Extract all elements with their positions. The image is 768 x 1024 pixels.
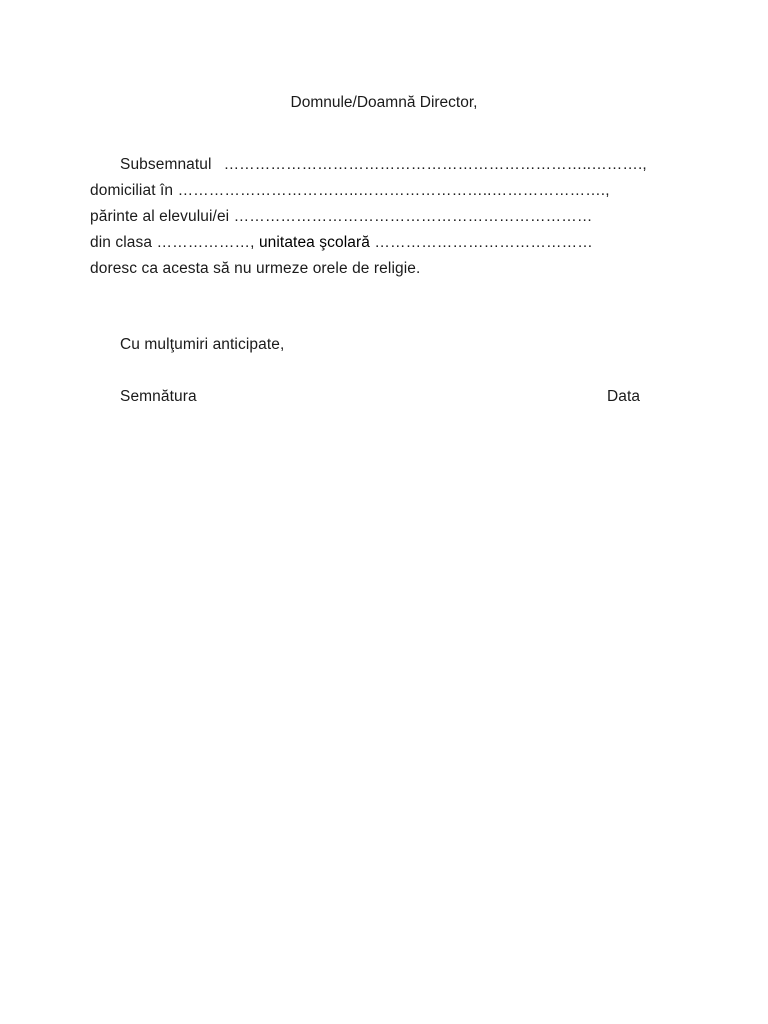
closing-text: Cu mulţumiri anticipate, xyxy=(120,336,285,353)
student-blank: …………………………………………………………… xyxy=(233,208,593,225)
date-label: Data xyxy=(607,388,641,405)
school-label: unitatea şcolară xyxy=(258,234,370,251)
address-label: domiciliat în xyxy=(90,182,174,199)
body-line-request: doresc ca acesta să nu urmeze orele de religie. xyxy=(90,260,421,277)
body-line-address xyxy=(90,182,610,200)
salutation: Domnule/Doamnă Director, xyxy=(290,94,478,111)
body-line-name xyxy=(120,156,647,174)
school-blank: …………………………………… xyxy=(374,234,593,251)
class-label: din clasa xyxy=(90,234,153,251)
name-blank: ……………………………………………………………..………., xyxy=(223,156,647,173)
body-line-class-school xyxy=(90,234,593,252)
name-label: Subsemnatul xyxy=(120,156,212,173)
student-label: părinte al elevului/ei xyxy=(90,208,230,225)
address-blank: ……………………………..……………………..…………………., xyxy=(177,182,610,199)
signature-label: Semnătura xyxy=(120,388,197,405)
class-blank: ………………, xyxy=(156,234,255,251)
body-line-student xyxy=(90,208,592,226)
